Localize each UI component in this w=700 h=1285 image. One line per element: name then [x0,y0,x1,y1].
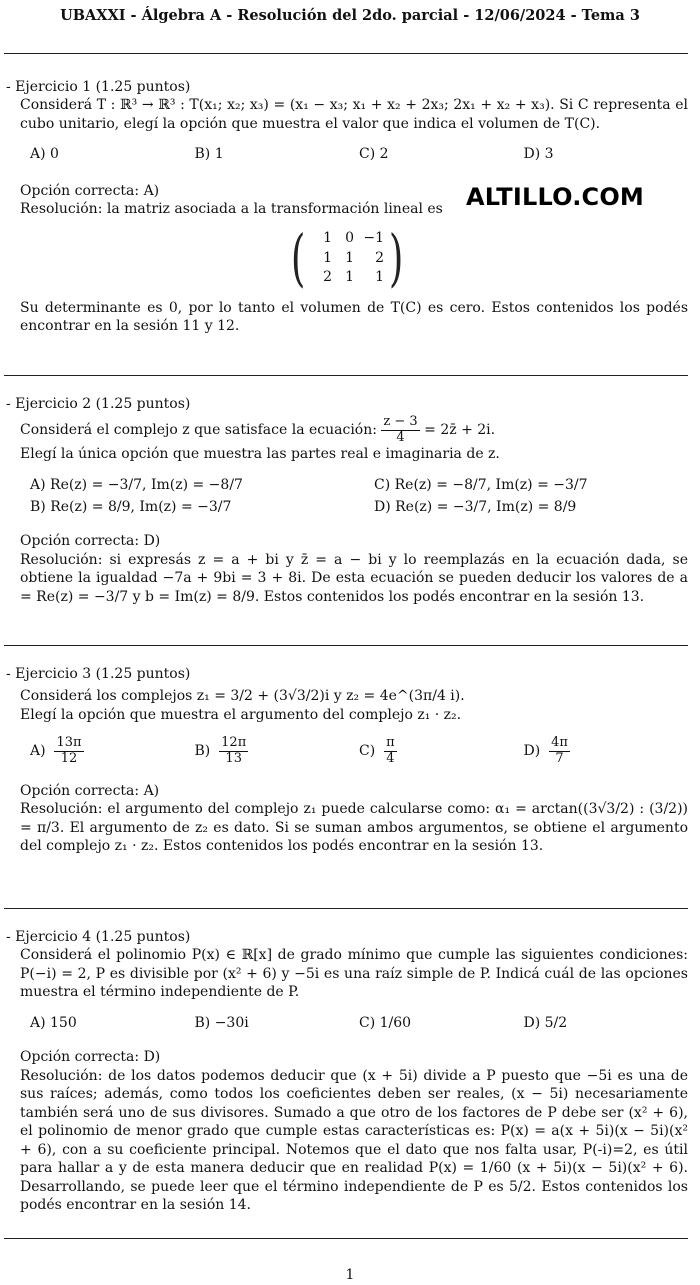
resolution-intro: Resolución: la matriz asociada a la transformación lineal es [20,201,443,218]
matrix-cell: 1 [345,269,354,286]
option-d: D) $\frac{4\pi}{7}$ [523,735,568,766]
correct-option: Opción correcta: D) [20,533,161,550]
option-c: C) 2 [359,146,389,163]
option-letter: C) [359,743,376,760]
divider [4,1238,688,1239]
matrix-cell: 1 [345,249,354,266]
option-c: C) $\frac{\pi}{4}$ [359,735,395,766]
matrix-cell: 0 [345,230,354,247]
exercise-heading: - Ejercicio 1 (1.25 puntos) [6,79,191,95]
correct-option: Opción correcta: D) [20,1049,161,1066]
option-letter: B) [194,743,211,760]
correct-option: Opción correcta: A) [20,182,160,199]
option-b: B) $\frac{12\pi}{13}$ [194,735,247,766]
page-number: 1 [345,1267,355,1283]
exercise-4 [6,928,688,1215]
transformation-matrix: ( 1 0 −1 1 1 2 2 1 1 ) [290,220,404,294]
options-grid [6,476,688,517]
watermark-logo: ALTILLO.COM [466,183,645,211]
divider [4,645,688,646]
exercise-statement [6,415,688,445]
option-a: A) Re(z) = −3/7, Im(z) = −8/7 [30,476,243,493]
resolution-text: Resolución: de los datos podemos deducir que (x + 5i) divide a P puesto que −5i es una de sus raíces; además, como todos los coeficientes deben ser reales, (x − 5i) necesariamente también será uno de sus divisores. Sumado a que otro de los factores de P debe ser (x² + 6), el polinomio de menor grado que cumple estas características es: P(x) = a(x + 5i)(x − 5i)(x² + 6), con a su coeficiente principal. Notemos que el dato que nos falta usar, P(-i)=2, es útil para hallar a y de esta manera deducir que en realidad P(x) = 1/60 (x + 5i)(x − 5i)(x² + 6). Desarrollando, se puede leer que el término independiente de P es 5/2. Estos contenidos los podés encontrar en la sesión 14. [20,1067,688,1214]
option-letter: A) [30,743,46,760]
resolution-text: Su determinante es 0, por lo tanto el volumen de T(C) es cero. Estos contenidos los podés encontrar en la sesión 11 y 12. [20,299,688,335]
exercise-question: Elegí la opción que muestra el argumento del complejo z₁ · z₂. [20,706,462,723]
options-row [6,736,688,766]
page-title: UBAXXI - Álgebra A - Resolución del 2do. parcial - 12/06/2024 - Tema 3 [60,7,640,24]
exercise-3 [6,665,688,856]
exercise-heading: - Ejercicio 2 (1.25 puntos) [6,396,191,412]
equation-rest: = 2z̄ + 2i. [419,422,496,439]
equation-fraction: $\frac{z - 3}{4}$ [383,414,418,445]
options-row [6,1014,688,1032]
option-d: D) 5/2 [523,1014,568,1031]
option-c: C) Re(z) = −8/7, Im(z) = −3/7 [374,476,588,493]
resolution-text: Resolución: el argumento del complejo z₁ puede calcularse como: α₁ = arctan((3√3/2) : (3/2)) = π/3. El argumento de z₂ es dato. Si se suman ambos argumentos, se obtiene el argumento del complejo z₁ · z₂. Estos contenidos los podés encontrar en la sesión 13. [20,801,688,855]
divider [4,53,688,54]
option-a: A) 150 [30,1014,77,1031]
option-c: C) 1/60 [359,1014,412,1031]
options-row [6,145,688,163]
exercise-heading: - Ejercicio 4 (1.25 puntos) [6,929,191,945]
matrix-cell: 1 [375,269,384,286]
matrix-cell: 1 [323,230,332,247]
option-d: D) 3 [523,146,554,163]
divider [4,375,688,376]
exercise-1 [6,78,688,336]
matrix-cell: 2 [375,249,384,266]
option-a: A) 0 [30,146,59,163]
option-b: B) Re(z) = 8/9, Im(z) = −3/7 [30,499,232,515]
exercise-2 [6,395,688,606]
option-b: B) 1 [194,146,224,163]
option-letter: D) [523,743,541,760]
option-d: D) Re(z) = −3/7, Im(z) = 8/9 [374,499,577,515]
statement-text: Considerá el complejo z que satisface la ecuación: [20,422,377,439]
matrix-cell: 1 [323,249,332,266]
exercise-heading: - Ejercicio 3 (1.25 puntos) [6,666,191,682]
matrix-cell: −1 [363,230,384,247]
matrix-cell: 2 [323,269,332,286]
divider [4,908,688,909]
resolution-text: Resolución: si expresás z = a + bi y z̄ = a − bi y lo reemplazás en la ecuación dada, se obtiene la igualdad −7a + 9bi = 3 + 8i. De esta ecuación se pueden deducir los valores de a = Re(z) = −3/7 y b = Im(z) = 8/9. Estos contenidos los podés encontrar en la sesión 13. [20,551,688,605]
option-b: B) −30i [194,1014,249,1031]
exercise-statement: Considerá los complejos z₁ = 3/2 + (3√3/2)i y z₂ = 4e^(3π/4 i). [20,688,465,705]
exercise-question: Elegí la única opción que muestra las partes real e imaginaria de z. [20,446,500,463]
exercise-statement: Considerá el polinomio P(x) ∈ ℝ[x] de grado mínimo que cumple las siguientes condiciones: P(−i) = 2, P es divisible por (x² + 6) y −5i es una raíz simple de P. Indicá cuál de las opciones muestra el término independiente de P. [20,947,688,1001]
option-a: A) $\frac{13\pi}{12}$ [30,735,82,766]
correct-option: Opción correcta: A) [20,783,160,799]
exercise-statement: Considerá T : ℝ³ → ℝ³ : T(x₁; x₂; x₃) = (x₁ − x₃; x₁ + x₂ + 2x₃; 2x₁ + x₂ + x₃). Si C representa el cubo unitario, elegí la opción que muestra el valor que indica el volumen de T(C). [20,97,688,132]
